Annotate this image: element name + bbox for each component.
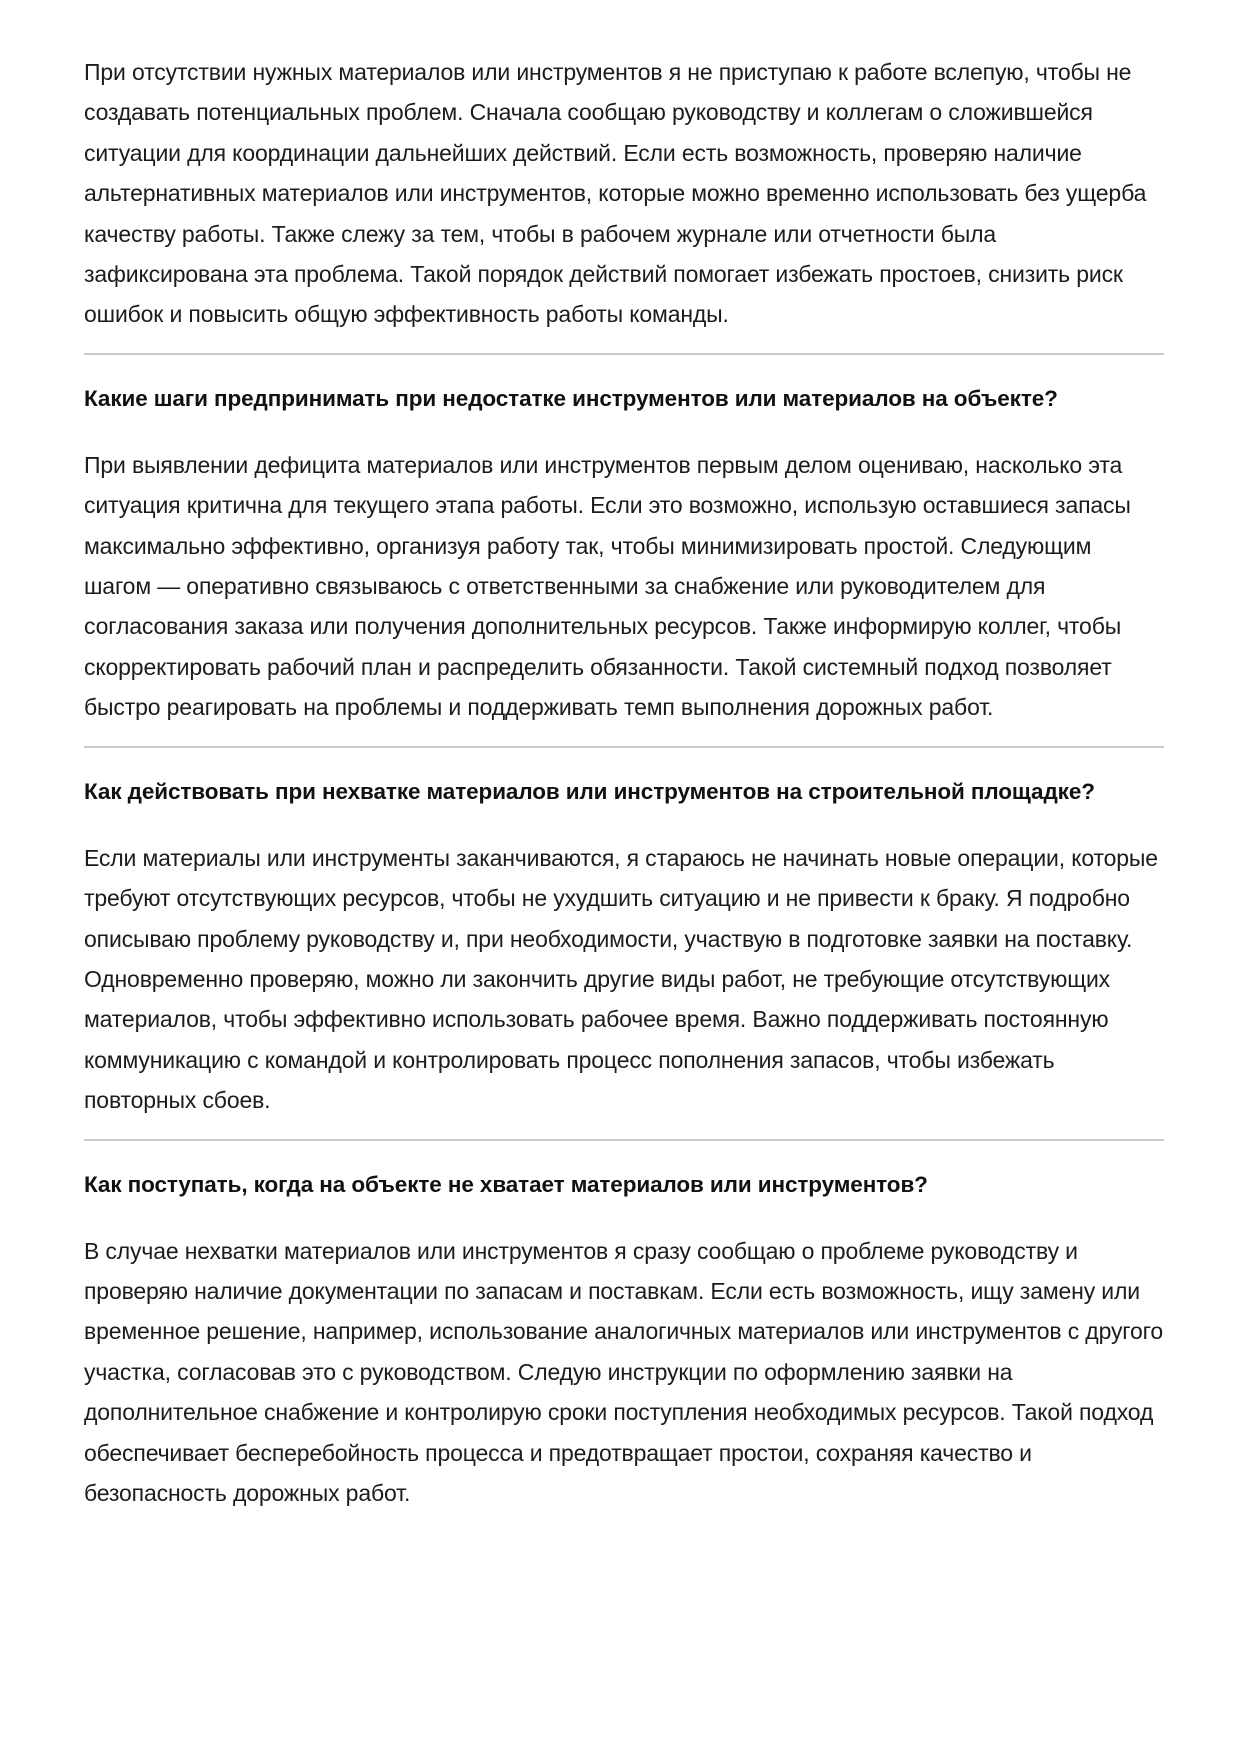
section-divider (84, 1139, 1164, 1141)
section-2-heading: Как действовать при нехватке материалов или инструментов на строительной площадке? (84, 778, 1095, 804)
section-3-heading: Как поступать, когда на объекте не хватает материалов или инструментов? (84, 1171, 928, 1197)
section-3-paragraph: В случае нехватки материалов или инструментов я сразу сообщаю о проблеме руководству и проверяю наличие документации по запасам и поставкам. Если есть возможность, ищу замену или временное решение, например, использование аналогичных материалов или инструментов с другого участка, согласовав это с руководством. Следую инструкции по оформлению заявки на дополнительное снабжение и контролирую сроки поступления необходимых ресурсов. Такой подход обеспечивает бесперебойность процесса и предотвращает простои, сохраняя качество и безопасность дорожных работ. (84, 1237, 1164, 1506)
section-1-heading: Какие шаги предпринимать при недостатке инструментов или материалов на объекте? (84, 385, 1058, 411)
section-divider (84, 746, 1164, 748)
section-1-paragraph: При выявлении дефицита материалов или инструментов первым делом оцениваю, насколько эта ситуация критична для текущего этапа работы. Если это возможно, использую оставшиеся запасы максимально эффективно, организуя работу так, чтобы минимизировать простой. Следующим шагом — оперативно связываюсь с ответственными за снабжение или руководителем для согласования заказа или получения дополнительных ресурсов. Также информирую коллег, чтобы скорректировать рабочий план и распределить обязанности. Такой системный подход позволяет быстро реагировать на проблемы и поддерживать темп выполнения дорожных работ. (84, 451, 1131, 721)
section-0-paragraph: При отсутствии нужных материалов или инструментов я не приступаю к работе вслепую, чтобы не создавать потенциальных проблем. Сначала сообщаю руководству и коллегам о сложившейся ситуации для координации дальнейших действий. Если есть возможность, проверяю наличие альтернативных материалов или инструментов, которые можно временно использовать без ущерба качеству работы. Также слежу за тем, чтобы в рабочем журнале или отчетности была зафиксирована эта проблема. Такой порядок действий помогает избежать простоев, снизить риск ошибок и повысить общую эффективность работы команды. (84, 59, 1147, 328)
section-2-paragraph: Если материалы или инструменты заканчиваются, я стараюсь не начинать новые операции, которые требуют отсутствующих ресурсов, чтобы не ухудшить ситуацию и не привести к браку. Я подробно описываю проблему руководству и, при необходимости, участвую в подготовке заявки на поставку. Одновременно проверяю, можно ли закончить другие виды работ, не требующие отсутствующих материалов, чтобы эффективно использовать рабочее время. Важно поддерживать постоянную коммуникацию с командой и контролировать процесс пополнения запасов, чтобы избежать повторных сбоев. (84, 844, 1158, 1114)
document-page (84, 52, 1164, 1513)
section-divider (84, 353, 1164, 355)
